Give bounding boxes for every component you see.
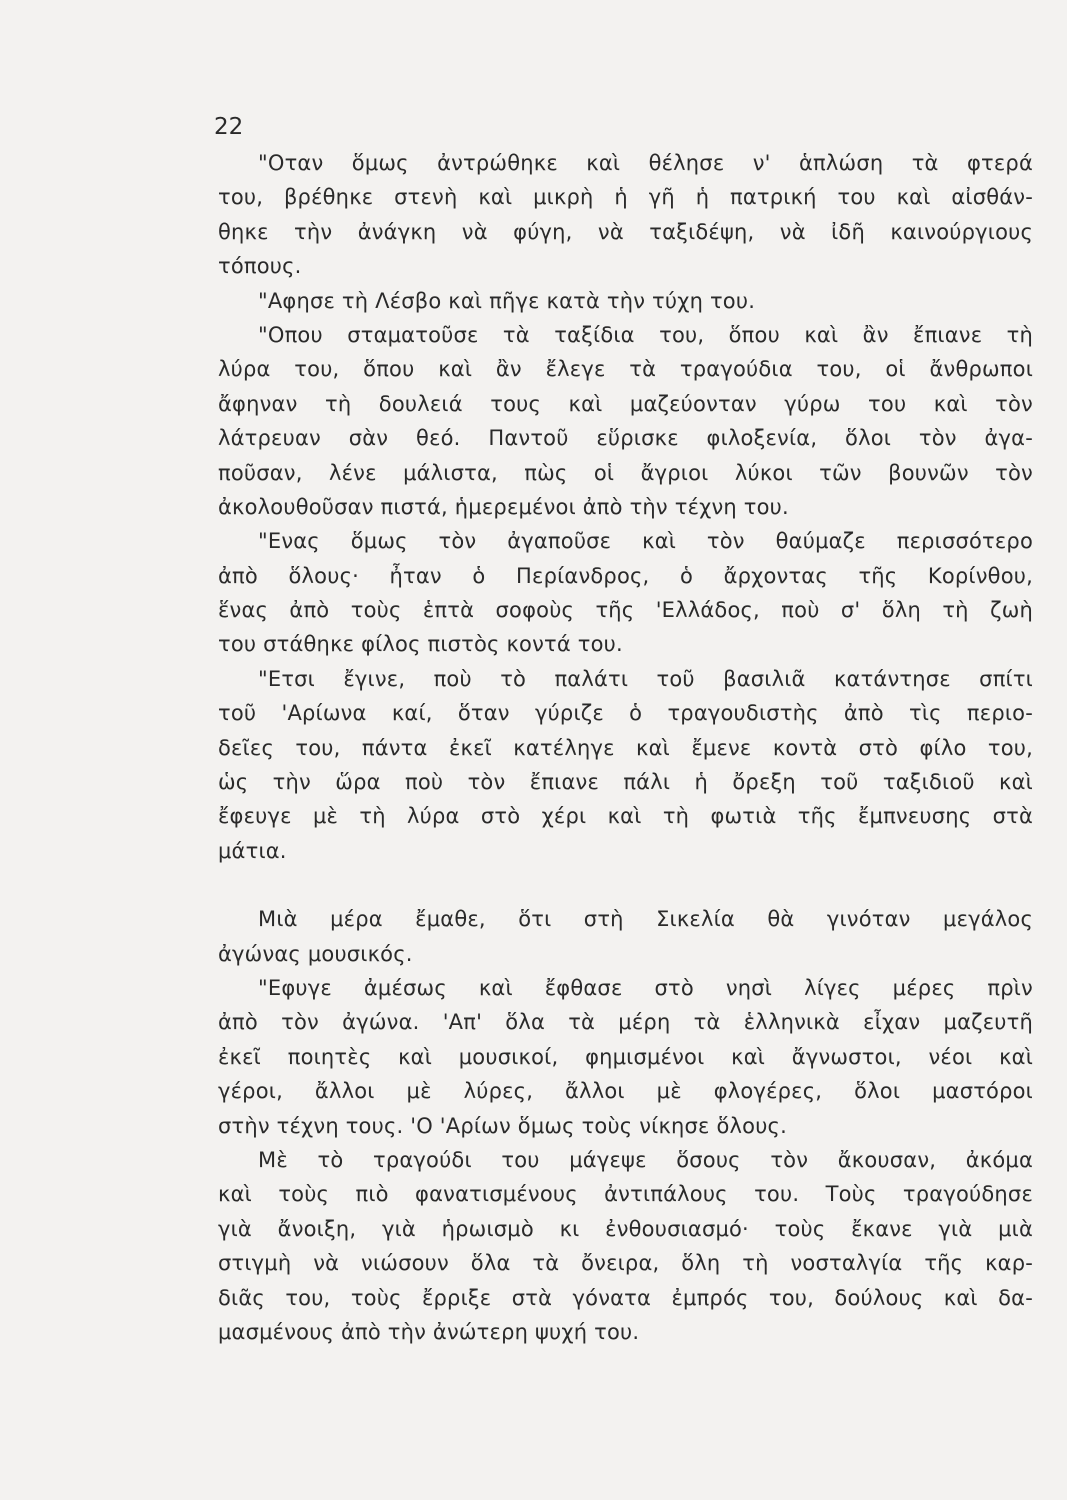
text-line: ἀπὸ ὅλους· ἦταν ὁ Περίανδρος, ὁ ἄρχοντας τῆς Κορίνθου, bbox=[218, 563, 1033, 588]
text-line: λάτρευαν σὰν θεό. Παντοῦ εὕρισκε φιλοξενία, ὅλοι τὸν ἀγα- bbox=[218, 426, 1033, 451]
paragraph-gap bbox=[218, 868, 1033, 902]
text-line: γιὰ ἄνοιξη, γιὰ ἡρωισμὸ κι ἐνθουσιασμό· τοὺς ἔκανε γιὰ μιὰ bbox=[218, 1216, 1033, 1241]
paragraph bbox=[218, 902, 1033, 971]
text-line: "Ενας ὅμως τὸν ἀγαποῦσε καὶ τὸν θαύμαζε περισσότερο bbox=[258, 529, 1033, 554]
text-line: καὶ τοὺς πιὸ φανατισμένους ἀντιπάλους του. Τοὺς τραγούδησε bbox=[218, 1182, 1033, 1207]
text-line: του, βρέθηκε στενὴ καὶ μικρὴ ἡ γῆ ἡ πατρική του καὶ αἰσθάν- bbox=[218, 185, 1033, 210]
text-line: δεῖες του, πάντα ἐκεῖ κατέληγε καὶ ἔμενε κοντὰ στὸ φίλο του, bbox=[218, 735, 1033, 760]
paragraph bbox=[218, 971, 1033, 1143]
text-line: ἕνας ἀπὸ τοὺς ἑπτὰ σοφοὺς τῆς 'Ελλάδος, ποὺ σ' ὅλη τὴ ζωὴ bbox=[218, 598, 1033, 623]
text-line: στὴν τέχνη τους. 'Ο 'Αρίων ὅμως τοὺς νίκησε ὅλους. bbox=[218, 1113, 787, 1138]
text-line: ἐκεῖ ποιητὲς καὶ μουσικοί, φημισμένοι καὶ ἄγνωστοι, νέοι καὶ bbox=[218, 1044, 1033, 1069]
text-line: "Ετσι ἔγινε, ποὺ τὸ παλάτι τοῦ βασιλιᾶ κατάντησε σπίτι bbox=[258, 666, 1033, 691]
text-line: "Αφησε τὴ Λέσβο καὶ πῆγε κατὰ τὴν τύχη του. bbox=[258, 288, 756, 313]
text-line: γέροι, ἄλλοι μὲ λύρες, ἄλλοι μὲ φλογέρες, ὅλοι μαστόροι bbox=[218, 1079, 1033, 1104]
text-line: διᾶς του, τοὺς ἔρριξε στὰ γόνατα ἐμπρός του, δούλους καὶ δα- bbox=[218, 1285, 1033, 1310]
text-line: τοῦ 'Αρίωνα καί, ὅταν γύριζε ὁ τραγουδιστὴς ἀπὸ τὶς περιο- bbox=[218, 701, 1033, 726]
paragraph bbox=[218, 1143, 1033, 1349]
paragraph bbox=[218, 662, 1033, 868]
paragraph bbox=[218, 284, 1033, 318]
text-line: "Οπου σταματοῦσε τὰ ταξίδια του, ὅπου καὶ ἂν ἔπιανε τὴ bbox=[258, 322, 1033, 347]
text-line: Μὲ τὸ τραγούδι του μάγεψε ὅσους τὸν ἄκουσαν, ἀκόμα bbox=[258, 1147, 1033, 1172]
paragraph bbox=[218, 146, 1033, 284]
text-line: θηκε τὴν ἀνάγκη νὰ φύγη, νὰ ταξιδέψη, νὰ ἰδῆ καινούργιους bbox=[218, 219, 1033, 244]
text-line: μασμένους ἀπὸ τὴν ἀνώτερη ψυχή του. bbox=[218, 1319, 640, 1344]
text-line: "Οταν ὅμως ἀντρώθηκε καὶ θέλησε ν' ἁπλώση τὰ φτερά bbox=[258, 151, 1033, 175]
text-line: ἀγώνας μουσικός. bbox=[218, 941, 413, 966]
text-line: ποῦσαν, λένε μάλιστα, πὼς οἱ ἄγριοι λύκοι τῶν βουνῶν τὸν bbox=[218, 460, 1033, 485]
text-line: ἀκολουθοῦσαν πιστά, ἡμερεμένοι ἀπὸ τὴν τέχνη του. bbox=[218, 494, 789, 519]
page-number: 22 bbox=[214, 114, 244, 140]
text-line: στιγμὴ νὰ νιώσουν ὅλα τὰ ὄνειρα, ὅλη τὴ νοσταλγία τῆς καρ- bbox=[218, 1251, 1033, 1276]
text-line: ἀπὸ τὸν ἀγώνα. 'Απ' ὅλα τὰ μέρη τὰ ἑλληνικὰ εἶχαν μαζευτῆ bbox=[218, 1010, 1033, 1035]
text-line: τόπους. bbox=[218, 254, 302, 279]
text-line: ἄφηναν τὴ δουλειά τους καὶ μαζεύονταν γύρω του καὶ τὸν bbox=[218, 391, 1033, 416]
text-line: ὡς τὴν ὥρα ποὺ τὸν ἔπιανε πάλι ἡ ὄρεξη τοῦ ταξιδιοῦ καὶ bbox=[218, 770, 1033, 795]
paragraph bbox=[218, 524, 1033, 662]
text-line: λύρα του, ὅπου καὶ ἂν ἔλεγε τὰ τραγούδια του, οἱ ἄνθρωποι bbox=[218, 357, 1033, 382]
text-line: του στάθηκε φίλος πιστὸς κοντά του. bbox=[218, 632, 623, 657]
text-line: ἔφευγε μὲ τὴ λύρα στὸ χέρι καὶ τὴ φωτιὰ τῆς ἔμπνευσης στὰ bbox=[218, 804, 1033, 829]
paragraph bbox=[218, 318, 1033, 524]
text-line: Μιὰ μέρα ἔμαθε, ὅτι στὴ Σικελία θὰ γινόταν μεγάλος bbox=[258, 907, 1033, 932]
body-text bbox=[218, 146, 1033, 1349]
text-line: μάτια. bbox=[218, 838, 287, 863]
text-line: "Εφυγε ἀμέσως καὶ ἔφθασε στὸ νησὶ λίγες μέρες πρὶν bbox=[258, 975, 1033, 1000]
